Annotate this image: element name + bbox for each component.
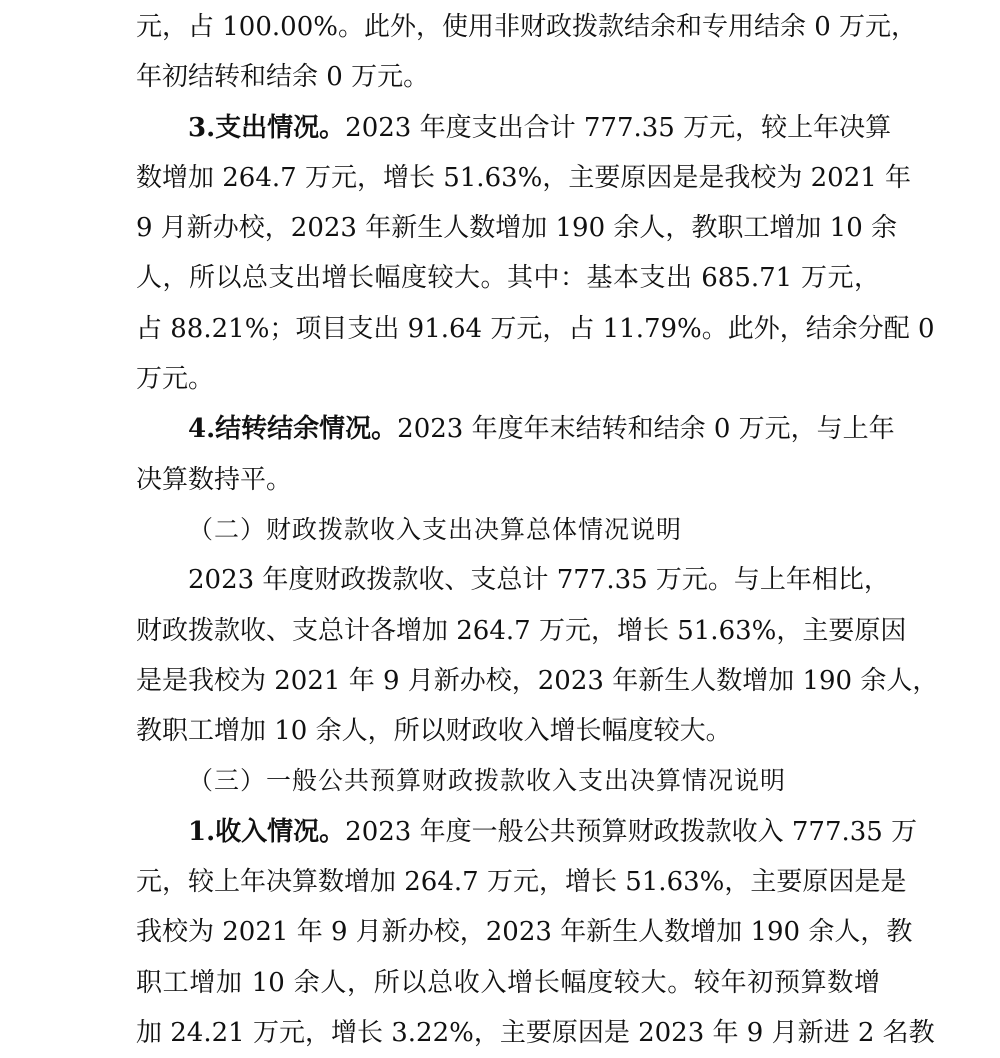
text-run: 2023 年度一般公共预算财政拨款收入 777.35 万 — [345, 816, 918, 847]
text-line: 决算数持平。 — [136, 464, 293, 495]
text-run: 2023 年度支出合计 777.35 万元，较上年决算 — [345, 112, 892, 143]
paragraph — [136, 2, 918, 103]
text-line: 元，较上年决算数增加 264.7 万元，增长 51.63%，主要原因是是 — [136, 867, 907, 898]
text-line: 9 月新办校，2023 年新生人数增加 190 余人，教职工增加 10 余 — [136, 213, 898, 244]
text-line: 教职工增加 10 余人，所以财政收入增长幅度较大。 — [136, 716, 732, 747]
text-line: 年初结转和结余 0 万元。 — [136, 62, 430, 93]
paragraph-title: 1.收入情况。 — [188, 816, 346, 847]
text-line — [136, 103, 892, 153]
paragraph — [136, 103, 935, 405]
text-line: 加 24.21 万元，增长 3.22%，主要原因是 2023 年 9 月新进 2 名教 — [136, 1017, 935, 1048]
text-line: 是是我校为 2021 年 9 月新办校，2023 年新生人数增加 190 余人， — [136, 665, 939, 696]
text-line — [136, 807, 918, 857]
text-line: 人，所以总支出增长幅度较大。其中：基本支出 685.71 万元， — [136, 263, 880, 294]
text-line: 我校为 2021 年 9 月新办校，2023 年新生人数增加 190 余人，教 — [136, 917, 913, 948]
text-run: 2023 年度年末结转和结余 0 万元，与上年 — [397, 414, 895, 445]
paragraph-title: 3.支出情况。 — [188, 112, 346, 143]
text-line: 2023 年度财政拨款收、支总计 777.35 万元。与上年相比， — [188, 565, 890, 596]
text-line: 元，占 100.00%。此外，使用非财政拨款结余和专用结余 0 万元， — [136, 12, 918, 42]
text-line: 万元。 — [136, 364, 215, 395]
text-line — [136, 404, 895, 454]
text-line: 数增加 264.7 万元，增长 51.63%，主要原因是是我校为 2021 年 — [136, 162, 912, 193]
section-heading: （三）一般公共预算财政拨款收入支出决算情况说明 — [188, 766, 787, 796]
text-line: 职工增加 10 余人，所以总收入增长幅度较大。较年初预算数增 — [136, 967, 880, 998]
paragraph — [136, 807, 935, 1058]
paragraph — [136, 404, 895, 505]
paragraph — [136, 555, 939, 756]
paragraph-title: 4.结转结余情况。 — [188, 414, 398, 445]
document-page — [136, 2, 939, 1058]
text-line: 占 88.21%；项目支出 91.64 万元，占 11.79%。此外，结余分配 0 — [136, 313, 935, 344]
text-line: 财政拨款收、支总计各增加 264.7 万元，增长 51.63%，主要原因 — [136, 615, 907, 646]
section-heading: （二）财政拨款收入支出决算总体情况说明 — [188, 514, 683, 544]
